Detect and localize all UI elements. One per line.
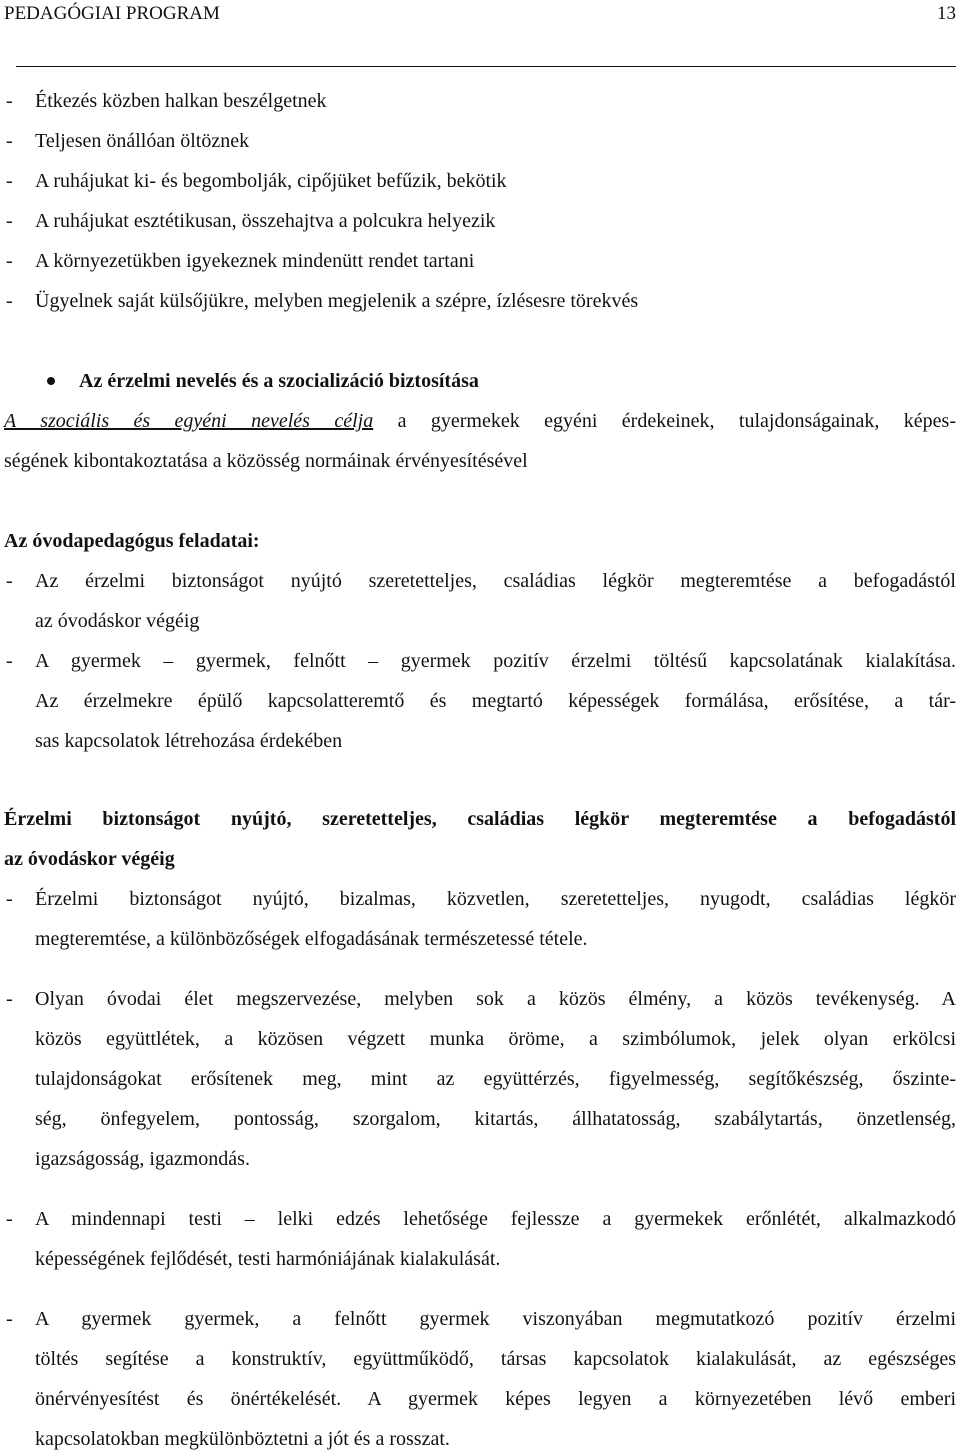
dash: - xyxy=(6,250,13,272)
list-item-text: Az érzelmekre épülő kapcsolatteremtő és megtartó képességek formálása, erősítése, a tár- xyxy=(35,690,956,712)
paragraph-line: ségének kibontakoztatása a közösség normáinak érvényesítésével xyxy=(4,450,528,472)
list-item-text: önérvényesítést és önértékelését. A gyermek képes legyen a környezetében lévő emberi xyxy=(35,1388,956,1410)
list-item-text: igazságosság, igazmondás. xyxy=(35,1148,250,1170)
dash: - xyxy=(6,988,13,1010)
dash: - xyxy=(6,570,13,592)
bullet-icon xyxy=(47,377,55,385)
paragraph-text: a gyermekek egyéni érdekeinek, tulajdonságainak, képes- xyxy=(397,410,956,432)
list-item-text: kapcsolatokban megkülönböztetni a jót és a rosszat. xyxy=(35,1428,450,1450)
list-item-text: ség, önfegyelem, pontosság, szorgalom, kitartás, állhatatosság, szabálytartás, önzetlenség, xyxy=(35,1108,956,1130)
list-item-text: sas kapcsolatok létrehozása érdekében xyxy=(35,730,343,752)
list-item-text: A mindennapi testi – lelki edzés lehetősége fejlessze a gyermekek erőnlétét, alkalmazkodó xyxy=(35,1208,956,1230)
list-item-text: töltés segítése a konstruktív, együttműködő, társas kapcsolatok kialakulását, az egészséges xyxy=(35,1348,956,1370)
page-header xyxy=(4,0,956,30)
section-heading: Érzelmi biztonságot nyújtó, szeretetteljes, családias légkör megteremtése a befogadástól xyxy=(4,808,956,830)
dash: - xyxy=(6,1208,13,1230)
header-rule xyxy=(16,66,956,67)
list-item-text: A környezetükben igyekeznek mindenütt rendet tartani xyxy=(35,250,475,272)
dash: - xyxy=(6,130,13,152)
section-heading: az óvodáskor végéig xyxy=(4,848,175,870)
list-item-text: A gyermek – gyermek, felnőtt – gyermek pozitív érzelmi töltésű kapcsolatának kialakítása. xyxy=(35,650,956,672)
list-item-text: képességének fejlődését, testi harmóniájának kialakulását. xyxy=(35,1248,501,1270)
list-item-text: tulajdonságokat erősítenek meg, mint az együttérzés, figyelmesség, segítőkészség, őszinte- xyxy=(35,1068,956,1090)
dash: - xyxy=(6,888,13,910)
list-item-text: Ügyelnek saját külsőjükre, melyben megjelenik a szépre, ízlésesre törekvés xyxy=(35,290,639,312)
list-item-text: A gyermek gyermek, a felnőtt gyermek viszonyában megmutatkozó pozitív érzelmi xyxy=(35,1308,956,1330)
list-item-text: Étkezés közben halkan beszélgetnek xyxy=(35,90,327,112)
list-item-text: az óvodáskor végéig xyxy=(35,610,200,632)
list-item-text: A ruhájukat ki- és begombolják, cipőjüket befűzik, bekötik xyxy=(35,170,507,192)
document-title: PEDAGÓGIAI PROGRAM xyxy=(4,3,220,24)
dash: - xyxy=(6,210,13,232)
dash: - xyxy=(6,1308,13,1330)
dash: - xyxy=(6,650,13,672)
list-item-text: Olyan óvodai élet megszervezése, melyben sok a közös élmény, a közös tevékenység. A xyxy=(35,988,956,1010)
paragraph-line xyxy=(4,408,956,434)
list-item-text: Az érzelmi biztonságot nyújtó szeretetteljes, családias légkör megteremtése a befogadástól xyxy=(35,570,956,592)
list-item-text: Érzelmi biztonságot nyújtó, bizalmas, közvetlen, szeretetteljes, nyugodt, családias légkör xyxy=(35,888,956,910)
page-number: 13 xyxy=(937,3,956,24)
dash: - xyxy=(6,290,13,312)
list-item-text: megteremtése, a különbözőségek elfogadásának természetessé tétele. xyxy=(35,928,588,950)
dash: - xyxy=(6,90,13,112)
list-item-text: Teljesen önállóan öltöznek xyxy=(35,130,250,152)
emphasized-term: A szociális és egyéni nevelés célja xyxy=(4,410,374,432)
subheading: Az óvodapedagógus feladatai: xyxy=(4,530,260,552)
list-item-text: közös együttlétek, a közösen végzett munka öröme, a szimbólumok, jelek olyan erkölcsi xyxy=(35,1028,956,1050)
list-item-text: A ruhájukat esztétikusan, összehajtva a polcukra helyezik xyxy=(35,210,496,232)
dash: - xyxy=(6,170,13,192)
section-heading-text: Az érzelmi nevelés és a szocializáció biztosítása xyxy=(79,370,479,392)
